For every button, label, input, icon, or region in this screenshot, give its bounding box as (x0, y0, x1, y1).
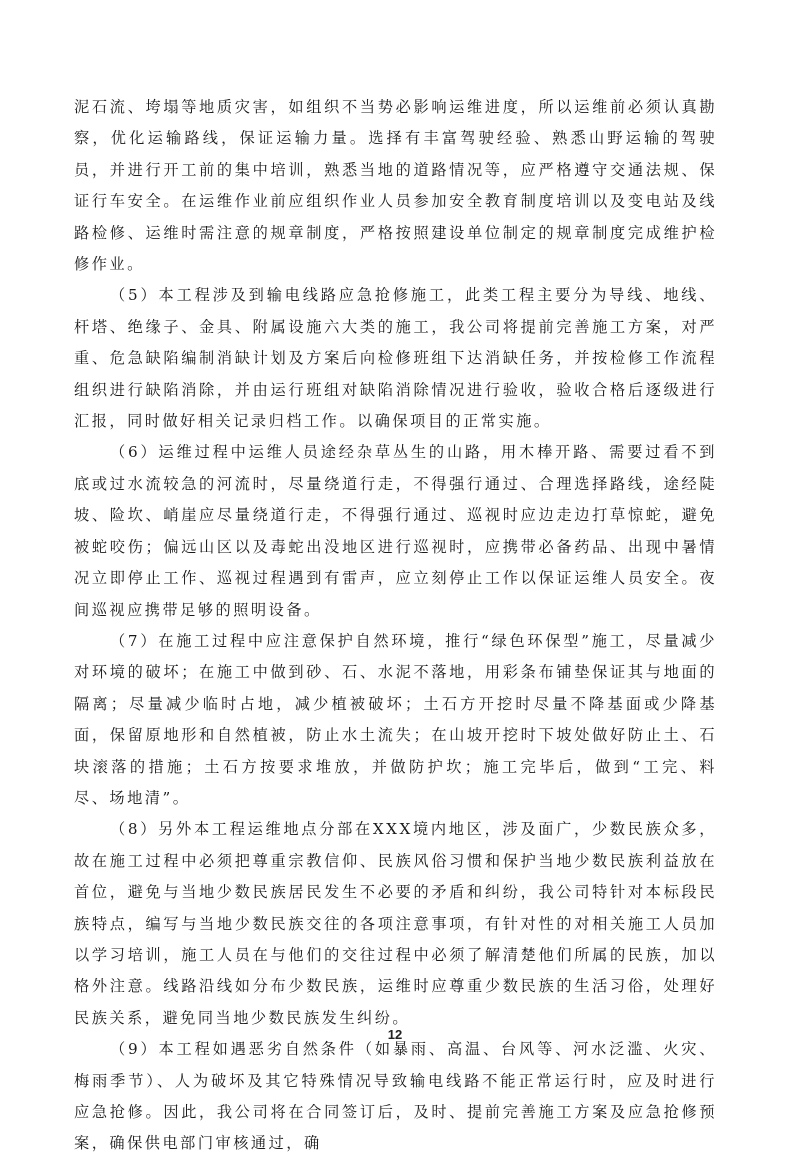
paragraph-item-8: （8）另外本工程运维地点分部在XXX境内地区，涉及面广，少数民族众多，故在施工过程中必须把尊重宗教信仰、民族风俗习惯和保护当地少数民族利益放在首位，避免与当地少数民族居民发生不必要的矛盾和纠纷，我公司特针对本标段民族特点，编写与当地少数民族交往的各项注意事项，有针对性的对相关施工人员加以学习培训，施工人员在与他们的交往过程中必须了解清楚他们所属的民族，加以格外注意。线路沿线如分布少数民族，运维时应尊重少数民族的生活习俗，处理好民族关系，避免同当地少数民族发生纠纷。 (74, 820, 717, 1027)
paragraph-item-6: （6）运维过程中运维人员途经杂草丛生的山路，用木棒开路、需要过看不到底或过水流较急的河流时，尽量绕道行走，不得强行通过、合理选择路线，途经陡坡、险坎、峭崖应尽量绕道行走，不得强行通过、巡视时应边走边打草惊蛇，避免被蛇咬伤；偏远山区以及毒蛇出没地区进行巡视时，应携带必备药品、出现中暑情况立即停止工作、巡视过程遇到有雷声，应立刻停止工作以保证运维人员安全。夜间巡视应携带足够的照明设备。 (74, 443, 717, 619)
paragraph-item-9: （9）本工程如遇恶劣自然条件（如暴雨、高温、台风等、河水泛滥、火灾、梅雨季节）、人为破坏及其它特殊情况导致输电线路不能正常运行时，应及时进行应急抢修。因此，我公司将在合同签订后，及时、提前完善施工方案及应急抢修预案，确保供电部门审核通过，确 (74, 1040, 717, 1153)
document-page (74, 92, 717, 1160)
paragraph-item-5: （5）本工程涉及到输电线路应急抢修施工，此类工程主要分为导线、地线、杆塔、绝缘子、金具、附属设施六大类的施工，我公司将提前完善施工方案，对严重、危急缺陷编制消缺计划及方案后向检修班组下达消缺任务，并按检修工作流程组织进行缺陷消除，并由运行班组对缺陷消除情况进行验收，验收合格后逐级进行汇报，同时做好相关记录归档工作。以确保项目的正常实施。 (74, 286, 717, 431)
page-number: 12 (387, 1027, 403, 1042)
paragraph-continuation: 泥石流、垮塌等地质灾害，如组织不当势必影响运维进度，所以运维前必须认真勘察，优化运输路线，保证运输力量。选择有丰富驾驶经验、熟悉山野运输的驾驶员，并进行开工前的集中培训，熟悉当地的道路情况等，应严格遵守交通法规、保证行车安全。在运维作业前应组织作业人员参加安全教育制度培训以及变电站及线路检修、运维时需注意的规章制度，严格按照建设单位制定的规章制度完成维护检修作业。 (74, 98, 717, 274)
paragraph-item-7: （7）在施工过程中应注意保护自然环境，推行“绿色环保型”施工，尽量减少对环境的破坏；在施工中做到砂、石、水泥不落地，用彩条布铺垫保证其与地面的隔离；尽量减少临时占地，减少植被破坏；土石方开挖时尽量不降基面或少降基面，保留原地形和自然植被，防止水土流失；在山坡开挖时下坡处做好防止土、石块滚落的措施；土石方按要求堆放，并做防护坎；施工完毕后，做到“工完、料尽、场地清”。 (74, 631, 717, 807)
